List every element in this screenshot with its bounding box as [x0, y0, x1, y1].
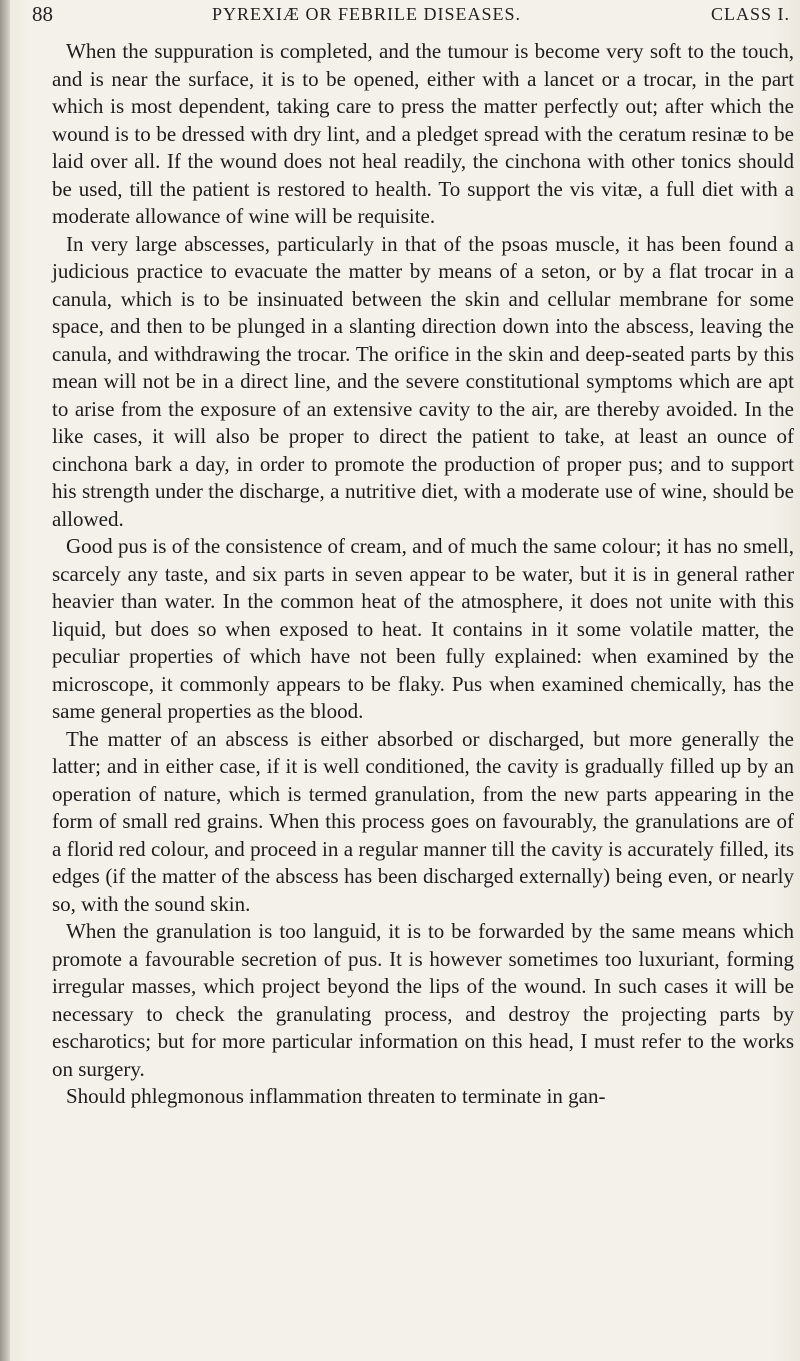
paragraph: Good pus is of the consistence of cream, and of much the same colour; it has no smell, scarcely any taste, and six parts in seven appear to be water, but it is in general rather heavier than water. In the common heat of the atmosphere, it does not unite with this liquid, but does so when exposed to heat. It contains in it some volatile matter, the peculiar properties of which have not been fully explained: when examined by the microscope, it commonly appears to be flaky. Pus when examined chemically, has the same general properties as the blood.	[52, 534, 794, 723]
paragraph: When the suppuration is completed, and the tumour is become very soft to the touch, and is near the surface, it is to be opened, either with a lancet or a trocar, in the part which is most dependent, taking care to press the matter perfectly out; after which the wound is to be dressed with dry lint, and a pledget spread with the ceratum resinæ to be laid over all. If the wound does not heal readily, the cinchona with other tonics should be used, till the patient is restored to health. To support the vis vitæ, a full diet with a moderate allowance of wine will be requisite.	[52, 39, 794, 228]
page-gutter-shadow	[0, 0, 10, 1361]
running-title: PYREXIÆ OR FEBRILE DISEASES.	[212, 4, 522, 24]
running-header	[32, 2, 792, 36]
paragraph: The matter of an abscess is either absorbed or discharged, but more generally the latter; and in either case, if it is well conditioned, the cavity is gradually filled up by an operation of nature, which is termed granulation, from the new parts appearing in the form of small red grains. When this process goes on favourably, the granulations are of a florid red colour, and proceed in a regular manner till the cavity is accurately filled, its edges (if the matter of the abscess has been discharged externally) being even, or nearly so, with the sound skin.	[52, 726, 794, 916]
class-label: CLASS I.	[710, 4, 790, 24]
body-text	[52, 38, 794, 1111]
paragraph: When the granulation is too languid, it is to be forwarded by the same means which promote a favourable secretion of pus. It is however sometimes too luxuriant, forming irregular masses, which project beyond the lips of the wound. In such cases it will be necessary to check the granulating process, and destroy the projecting parts by escharotics; but for more particular information on this head, I must refer to the works on surgery.	[52, 919, 794, 1081]
page-number: 88	[32, 2, 53, 26]
paragraph: Should phlegmonous inflammation threaten to terminate in gan-	[66, 1084, 606, 1108]
paragraph: In very large abscesses, particularly in that of the psoas muscle, it has been found a judicious practice to evacuate the matter by means of a seton, or by a flat trocar in a canula, which is to be insinuated between the skin and cellular membrane for some space, and then to be plunged in a slanting direction down into the abscess, leaving the canula, and withdrawing the trocar. The orifice in the skin and deep-seated parts by this mean will not be in a direct line, and the severe constitutional symptoms which are apt to arise from the exposure of an extensive cavity to the air, are thereby avoided. In the like cases, it will also be proper to direct the patient to take, at least an ounce of cinchona bark a day, in order to promote the production of proper pus; and to support his strength under the discharge, a nutritive diet, with a moderate use of wine, should be allowed.	[52, 231, 794, 531]
